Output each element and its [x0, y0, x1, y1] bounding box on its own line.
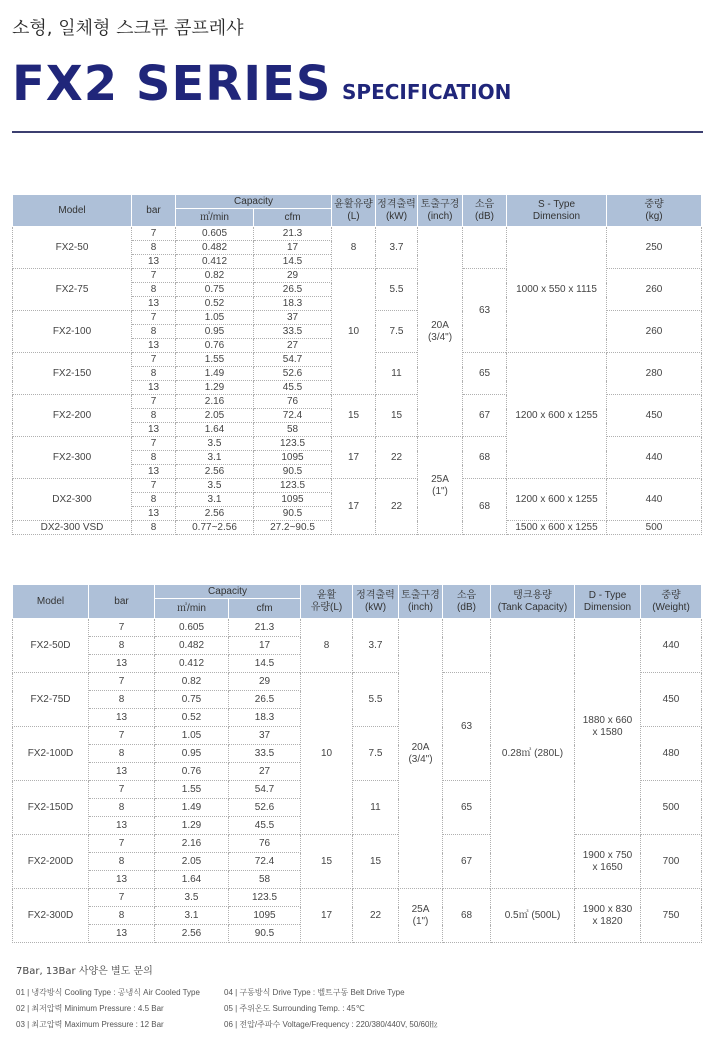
power-cell: 22: [376, 437, 418, 479]
power-cell: 15: [353, 835, 399, 889]
m3min-cell: 0.605: [155, 619, 229, 637]
bar-cell: 8: [89, 799, 155, 817]
cfm-cell: 76: [254, 395, 332, 409]
weight-cell: 480: [641, 727, 702, 781]
spec-table-s-type: [12, 194, 702, 535]
cfm-cell: 1095: [254, 493, 332, 507]
power-cell: 7.5: [353, 727, 399, 781]
weight-cell: 440: [641, 619, 702, 673]
cfm-cell: 18.3: [229, 709, 301, 727]
bar-cell: 7: [132, 311, 176, 325]
model-name: FX2-50D: [13, 619, 89, 673]
m3min-cell: 1.49: [176, 367, 254, 381]
model-name: DX2-300 VSD: [13, 521, 132, 535]
cfm-cell: 72.4: [254, 409, 332, 423]
power-cell: 15: [376, 395, 418, 437]
header-noise: 소음 (dB): [443, 585, 491, 619]
bar-cell: 7: [89, 727, 155, 745]
m3min-cell: 1.05: [155, 727, 229, 745]
cfm-cell: 90.5: [229, 925, 301, 943]
m3min-cell: 0.95: [155, 745, 229, 763]
oil-cell: 15: [332, 395, 376, 437]
noise-cell: [443, 619, 491, 673]
page-subtitle: 소형, 일체형 스크류 콤프레샤: [12, 18, 244, 39]
bar-cell: 8: [132, 367, 176, 381]
header-tank: 탱크용량 (Tank Capacity): [491, 585, 575, 619]
m3min-cell: 1.64: [155, 871, 229, 889]
m3min-cell: 0.412: [155, 655, 229, 673]
weight-cell: 700: [641, 835, 702, 889]
m3min-cell: 0.52: [176, 297, 254, 311]
cfm-cell: 58: [254, 423, 332, 437]
outlet-cell: 25A (1"): [418, 437, 463, 535]
power-cell: 7.5: [376, 311, 418, 353]
cfm-cell: 17: [229, 637, 301, 655]
power-cell: 11: [353, 781, 399, 835]
power-cell: 3.7: [353, 619, 399, 673]
tank-cell: 0.28㎥ (280L): [491, 619, 575, 889]
oil-cell: 15: [301, 835, 353, 889]
bar-cell: 13: [89, 817, 155, 835]
weight-cell: 450: [607, 395, 702, 437]
cfm-cell: 14.5: [229, 655, 301, 673]
weight-cell: 440: [607, 437, 702, 479]
dimension-cell: 1200 x 600 x 1255: [507, 479, 607, 521]
m3min-cell: 0.82: [176, 269, 254, 283]
cfm-cell: 123.5: [229, 889, 301, 907]
m3min-cell: 2.16: [155, 835, 229, 853]
m3min-cell: 1.29: [155, 817, 229, 835]
note-item: 03 | 최고압력 Maximum Pressure : 12 Bar: [16, 1020, 164, 1029]
table-row: [13, 619, 702, 637]
m3min-cell: 0.605: [176, 227, 254, 241]
m3min-cell: 0.482: [155, 637, 229, 655]
m3min-cell: 0.82: [155, 673, 229, 691]
header-weight: 중량 (Weight): [641, 585, 702, 619]
model-name: FX2-100D: [13, 727, 89, 781]
m3min-cell: 2.05: [176, 409, 254, 423]
model-name: FX2-150: [13, 353, 132, 395]
oil-cell: 17: [332, 479, 376, 535]
cfm-cell: 1095: [229, 907, 301, 925]
note-item: 01 | 냉각방식 Cooling Type : 공냉식 Air Cooled Type: [16, 988, 200, 997]
cfm-cell: 90.5: [254, 465, 332, 479]
header-weight: 중량 (kg): [607, 195, 702, 227]
model-name: FX2-50: [13, 227, 132, 269]
bar-cell: 7: [132, 437, 176, 451]
model-name: FX2-300D: [13, 889, 89, 943]
weight-cell: 260: [607, 311, 702, 353]
oil-cell: 17: [301, 889, 353, 943]
weight-cell: 750: [641, 889, 702, 943]
header-outlet: 토출구경 (inch): [418, 195, 463, 227]
model-name: FX2-75D: [13, 673, 89, 727]
m3min-cell: 2.56: [176, 465, 254, 479]
bar-cell: 7: [89, 889, 155, 907]
table-row: [13, 479, 702, 493]
bar-cell: 13: [132, 507, 176, 521]
cfm-cell: 52.6: [254, 367, 332, 381]
cfm-cell: 76: [229, 835, 301, 853]
cfm-cell: 17: [254, 241, 332, 255]
m3min-cell: 0.482: [176, 241, 254, 255]
noise-cell: 67: [443, 835, 491, 889]
noise-cell: 68: [463, 437, 507, 479]
bar-cell: 8: [132, 409, 176, 423]
m3min-cell: 3.1: [155, 907, 229, 925]
cfm-cell: 21.3: [229, 619, 301, 637]
power-cell: 5.5: [353, 673, 399, 727]
m3min-cell: 2.56: [155, 925, 229, 943]
bar-cell: 7: [89, 673, 155, 691]
oil-cell: 8: [332, 227, 376, 269]
model-name: FX2-200D: [13, 835, 89, 889]
weight-cell: 440: [607, 479, 702, 521]
bar-cell: 13: [89, 763, 155, 781]
m3min-cell: 1.55: [176, 353, 254, 367]
power-cell: 22: [353, 889, 399, 943]
m3min-cell: 0.412: [176, 255, 254, 269]
header-dimension: D - Type Dimension: [575, 585, 641, 619]
oil-cell: 10: [332, 269, 376, 395]
bar-cell: 13: [89, 709, 155, 727]
noise-cell: [463, 227, 507, 269]
power-cell: 5.5: [376, 269, 418, 311]
header-cfm: cfm: [229, 599, 301, 619]
cfm-cell: 90.5: [254, 507, 332, 521]
noise-cell: 67: [463, 395, 507, 437]
cfm-cell: 72.4: [229, 853, 301, 871]
bar-cell: 13: [89, 871, 155, 889]
cfm-cell: 54.7: [229, 781, 301, 799]
oil-cell: 17: [332, 437, 376, 479]
dimension-cell: 1500 x 600 x 1255: [507, 521, 607, 535]
noise-cell: 68: [443, 889, 491, 943]
note-item: 05 | 주위온도 Surrounding Temp. : 45℃: [224, 1004, 365, 1013]
dimension-cell: 1880 x 660 x 1580: [575, 619, 641, 835]
cfm-cell: 52.6: [229, 799, 301, 817]
model-name: FX2-300: [13, 437, 132, 479]
table-row: [13, 835, 702, 853]
noise-cell: 65: [443, 781, 491, 835]
dimension-cell: 1900 x 750 x 1650: [575, 835, 641, 889]
header-model: Model: [13, 585, 89, 619]
m3min-cell: 3.5: [176, 479, 254, 493]
header-bar: bar: [89, 585, 155, 619]
cfm-cell: 123.5: [254, 437, 332, 451]
note-item: 06 | 전압/주파수 Voltage/Frequency : 220/380/440V, 50/60㎐: [224, 1020, 438, 1029]
m3min-cell: 3.1: [176, 451, 254, 465]
weight-cell: 450: [641, 673, 702, 727]
m3min-cell: 0.95: [176, 325, 254, 339]
bar-cell: 13: [132, 465, 176, 479]
bar-cell: 8: [132, 283, 176, 297]
model-name: FX2-75: [13, 269, 132, 311]
bar-cell: 13: [89, 655, 155, 673]
cfm-cell: 37: [254, 311, 332, 325]
header-cfm: cfm: [254, 209, 332, 227]
m3min-cell: 0.76: [155, 763, 229, 781]
header-capacity: Capacity: [155, 585, 301, 599]
m3min-cell: 0.77~2.56: [176, 521, 254, 535]
power-cell: 22: [376, 479, 418, 535]
title-divider: [12, 131, 703, 133]
cfm-cell: 33.5: [254, 325, 332, 339]
bar-cell: 13: [132, 255, 176, 269]
m3min-cell: 3.5: [155, 889, 229, 907]
cfm-cell: 37: [229, 727, 301, 745]
bar-cell: 7: [89, 781, 155, 799]
cfm-cell: 1095: [254, 451, 332, 465]
bar-cell: 7: [132, 395, 176, 409]
noise-cell: 63: [443, 673, 491, 781]
weight-cell: 500: [607, 521, 702, 535]
spec-table-d-type: [12, 584, 702, 943]
header-dimension: S - Type Dimension: [507, 195, 607, 227]
cfm-cell: 54.7: [254, 353, 332, 367]
header-capacity: Capacity: [176, 195, 332, 209]
model-name: DX2-300: [13, 479, 132, 521]
bar-cell: 7: [132, 269, 176, 283]
outlet-cell: 20A (3/4"): [399, 619, 443, 889]
dimension-cell: 1000 x 550 x 1115: [507, 227, 607, 353]
header-oil: 윤활 유량(L): [301, 585, 353, 619]
power-cell: 11: [376, 353, 418, 395]
header-outlet: 토출구경 (inch): [399, 585, 443, 619]
m3min-cell: 3.1: [176, 493, 254, 507]
m3min-cell: 1.55: [155, 781, 229, 799]
bar-cell: 8: [132, 241, 176, 255]
cfm-cell: 45.5: [254, 381, 332, 395]
weight-cell: 280: [607, 353, 702, 395]
header-oil: 윤활유량 (L): [332, 195, 376, 227]
cfm-cell: 27: [254, 339, 332, 353]
noise-cell: 63: [463, 269, 507, 353]
header-model: Model: [13, 195, 132, 227]
weight-cell: 500: [641, 781, 702, 835]
header-bar: bar: [132, 195, 176, 227]
weight-cell: 260: [607, 269, 702, 311]
m3min-cell: 0.75: [176, 283, 254, 297]
bar-cell: 8: [89, 637, 155, 655]
cfm-cell: 58: [229, 871, 301, 889]
bar-cell: 8: [89, 745, 155, 763]
cfm-cell: 27: [229, 763, 301, 781]
bar-cell: 8: [89, 691, 155, 709]
m3min-cell: 3.5: [176, 437, 254, 451]
table-row: [13, 227, 702, 241]
m3min-cell: 0.52: [155, 709, 229, 727]
model-name: FX2-100: [13, 311, 132, 353]
header-noise: 소음 (dB): [463, 195, 507, 227]
noise-cell: 68: [463, 479, 507, 535]
model-name: FX2-200: [13, 395, 132, 437]
bar-cell: 8: [89, 853, 155, 871]
cfm-cell: 33.5: [229, 745, 301, 763]
m3min-cell: 2.16: [176, 395, 254, 409]
bar-cell: 7: [132, 353, 176, 367]
bar-cell: 8: [132, 325, 176, 339]
m3min-cell: 0.76: [176, 339, 254, 353]
bar-cell: 13: [132, 339, 176, 353]
m3min-cell: 1.49: [155, 799, 229, 817]
m3min-cell: 1.29: [176, 381, 254, 395]
cfm-cell: 21.3: [254, 227, 332, 241]
m3min-cell: 2.56: [176, 507, 254, 521]
cfm-cell: 18.3: [254, 297, 332, 311]
power-cell: 3.7: [376, 227, 418, 269]
page-title-sub: SPECIFICATION: [342, 80, 512, 104]
bar-cell: 8: [132, 521, 176, 535]
bar-cell: 13: [132, 381, 176, 395]
dimension-cell: 1200 x 600 x 1255: [507, 353, 607, 479]
footnote: 7Bar, 13Bar 사양은 별도 문의: [16, 966, 153, 977]
bar-cell: 7: [132, 479, 176, 493]
oil-cell: 10: [301, 673, 353, 835]
header-m3min: ㎥/min: [176, 209, 254, 227]
cfm-cell: 27.2~90.5: [254, 521, 332, 535]
bar-cell: 7: [132, 227, 176, 241]
weight-cell: 250: [607, 227, 702, 269]
cfm-cell: 45.5: [229, 817, 301, 835]
bar-cell: 13: [132, 423, 176, 437]
outlet-cell: 25A (1"): [399, 889, 443, 943]
m3min-cell: 0.75: [155, 691, 229, 709]
header-power: 정격출력 (kW): [376, 195, 418, 227]
bar-cell: 8: [132, 451, 176, 465]
header-power: 정격출력 (kW): [353, 585, 399, 619]
bar-cell: 8: [89, 907, 155, 925]
table-row: [13, 889, 702, 907]
bar-cell: 8: [132, 493, 176, 507]
header-m3min: ㎥/min: [155, 599, 229, 619]
bar-cell: 13: [89, 925, 155, 943]
cfm-cell: 26.5: [254, 283, 332, 297]
page-title: FX2 SERIES: [12, 56, 332, 112]
note-item: 02 | 최저압력 Minimum Pressure : 4.5 Bar: [16, 1004, 164, 1013]
bar-cell: 13: [132, 297, 176, 311]
tank-cell: 0.5㎥ (500L): [491, 889, 575, 943]
cfm-cell: 123.5: [254, 479, 332, 493]
dimension-cell: 1900 x 830 x 1820: [575, 889, 641, 943]
bar-cell: 7: [89, 619, 155, 637]
m3min-cell: 1.64: [176, 423, 254, 437]
note-item: 04 | 구동방식 Drive Type : 벨트구동 Belt Drive Type: [224, 988, 405, 997]
m3min-cell: 1.05: [176, 311, 254, 325]
m3min-cell: 2.05: [155, 853, 229, 871]
cfm-cell: 29: [254, 269, 332, 283]
outlet-cell: 20A (3/4"): [418, 227, 463, 437]
bar-cell: 7: [89, 835, 155, 853]
noise-cell: 65: [463, 353, 507, 395]
cfm-cell: 29: [229, 673, 301, 691]
model-name: FX2-150D: [13, 781, 89, 835]
cfm-cell: 26.5: [229, 691, 301, 709]
oil-cell: 8: [301, 619, 353, 673]
cfm-cell: 14.5: [254, 255, 332, 269]
